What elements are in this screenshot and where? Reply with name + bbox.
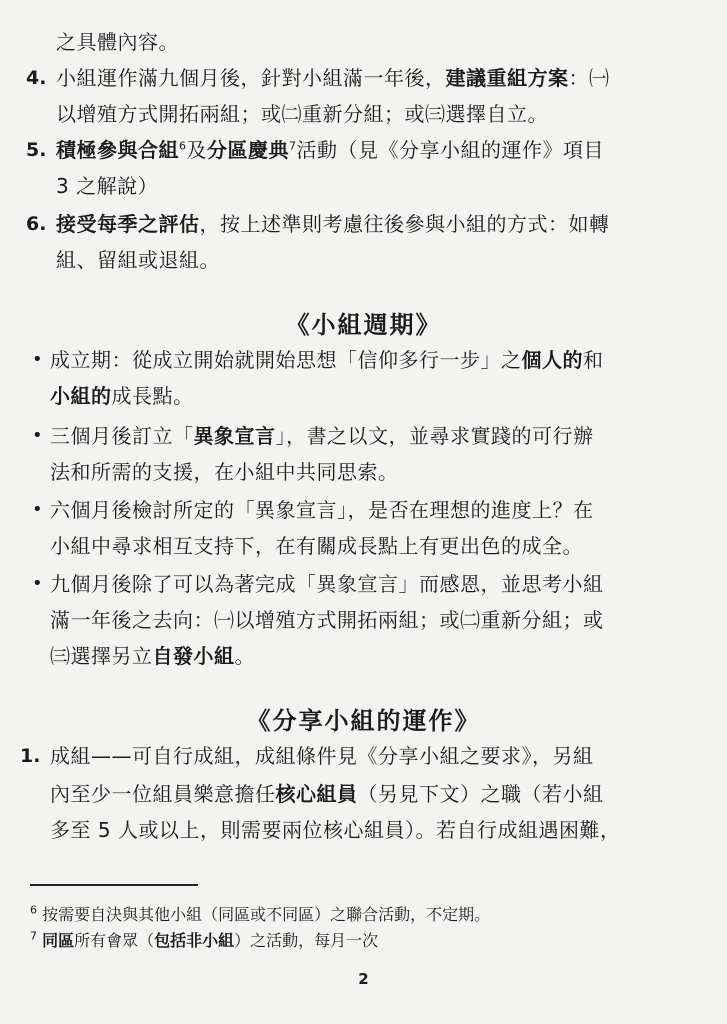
item-number-6: 6. [26,213,47,235]
footnote-divider [30,884,198,886]
cycle-bullet-1-line-1: 成立期：從成立開始就開始思想「信仰多行一步」之個人的和 [50,348,604,372]
cycle-bullet-4-line-3: ㈢選擇另立自發小組。 [50,644,255,668]
cycle-bullet-3-line-1: 六個月後檢討所定的「異象宣言」，是否在理想的進度上？在 [50,498,594,522]
operation-item-1-line-2: 內至少一位組員樂意擔任核心組員（另見下文）之職（若小組 [50,782,604,806]
item-4-line-2: 以增殖方式開拓兩組；或㈡重新分組；或㈢選擇自立。 [56,102,548,126]
item-5-line-1: 積極參與合組$^6$及分區慶典$^7$活動（見《分享小組的運作》項目 [56,138,604,162]
section-heading-cycle: 《小組週期》 [285,311,442,339]
cycle-bullet-4-line-1: 九個月後除了可以為著完成「異象宣言」而感恩，並思考小組 [50,572,604,596]
item-number-4: 4. [26,67,47,89]
cycle-bullet-3-line-2: 小組中尋求相互支持下，在有關成長點上有更出色的成全。 [50,534,583,558]
item-5-line-2: 3 之解說） [56,174,159,198]
cycle-bullet-2-line-1: 三個月後訂立「異象宣言」，書之以文，並尋求實踐的可行辦 [50,424,594,448]
cycle-bullet-4-line-2: 滿一年後之去向：㈠以增殖方式開拓兩組；或㈡重新分組；或 [50,608,604,632]
bullet-marker: • [32,349,43,370]
operation-item-1-line-1: 成組——可自行成組，成組條件見《分享小組之要求》，另組 [50,744,594,768]
page-number: 2 [358,970,369,988]
section-heading-operation: 《分享小組的運作》 [246,707,481,735]
cycle-bullet-2-line-2: 法和所需的支援，在小組中共同思索。 [50,460,399,484]
cycle-bullet-1-line-2: 小組的成長點。 [50,384,194,408]
footnote-7: $^7$ 同區所有會眾（包括非小組）之活動，每月一次 [30,929,379,950]
item-6-line-1: 接受每季之評估，按上述準則考慮往後參與小組的方式：如轉 [56,212,610,236]
operation-item-1-line-3: 多至 5 人或以上，則需要兩位核心組員）。若自行成組遇困難， [50,818,621,842]
item-6-line-2: 組、留組或退組。 [56,248,220,272]
text-line: 之具體內容。 [56,30,179,54]
item-4-line-1: 小組運作滿九個月後，針對小組滿一年後，建議重組方案：㈠ [56,66,610,90]
bullet-marker: • [32,425,43,446]
operation-item-number-1: 1. [20,745,41,767]
item-number-5: 5. [26,139,47,161]
bullet-marker: • [32,573,43,594]
bullet-marker: • [32,499,43,520]
footnote-6: $^6$ 按需要自決與其他小組（同區或不同區）之聯合活動，不定期。 [30,903,491,924]
